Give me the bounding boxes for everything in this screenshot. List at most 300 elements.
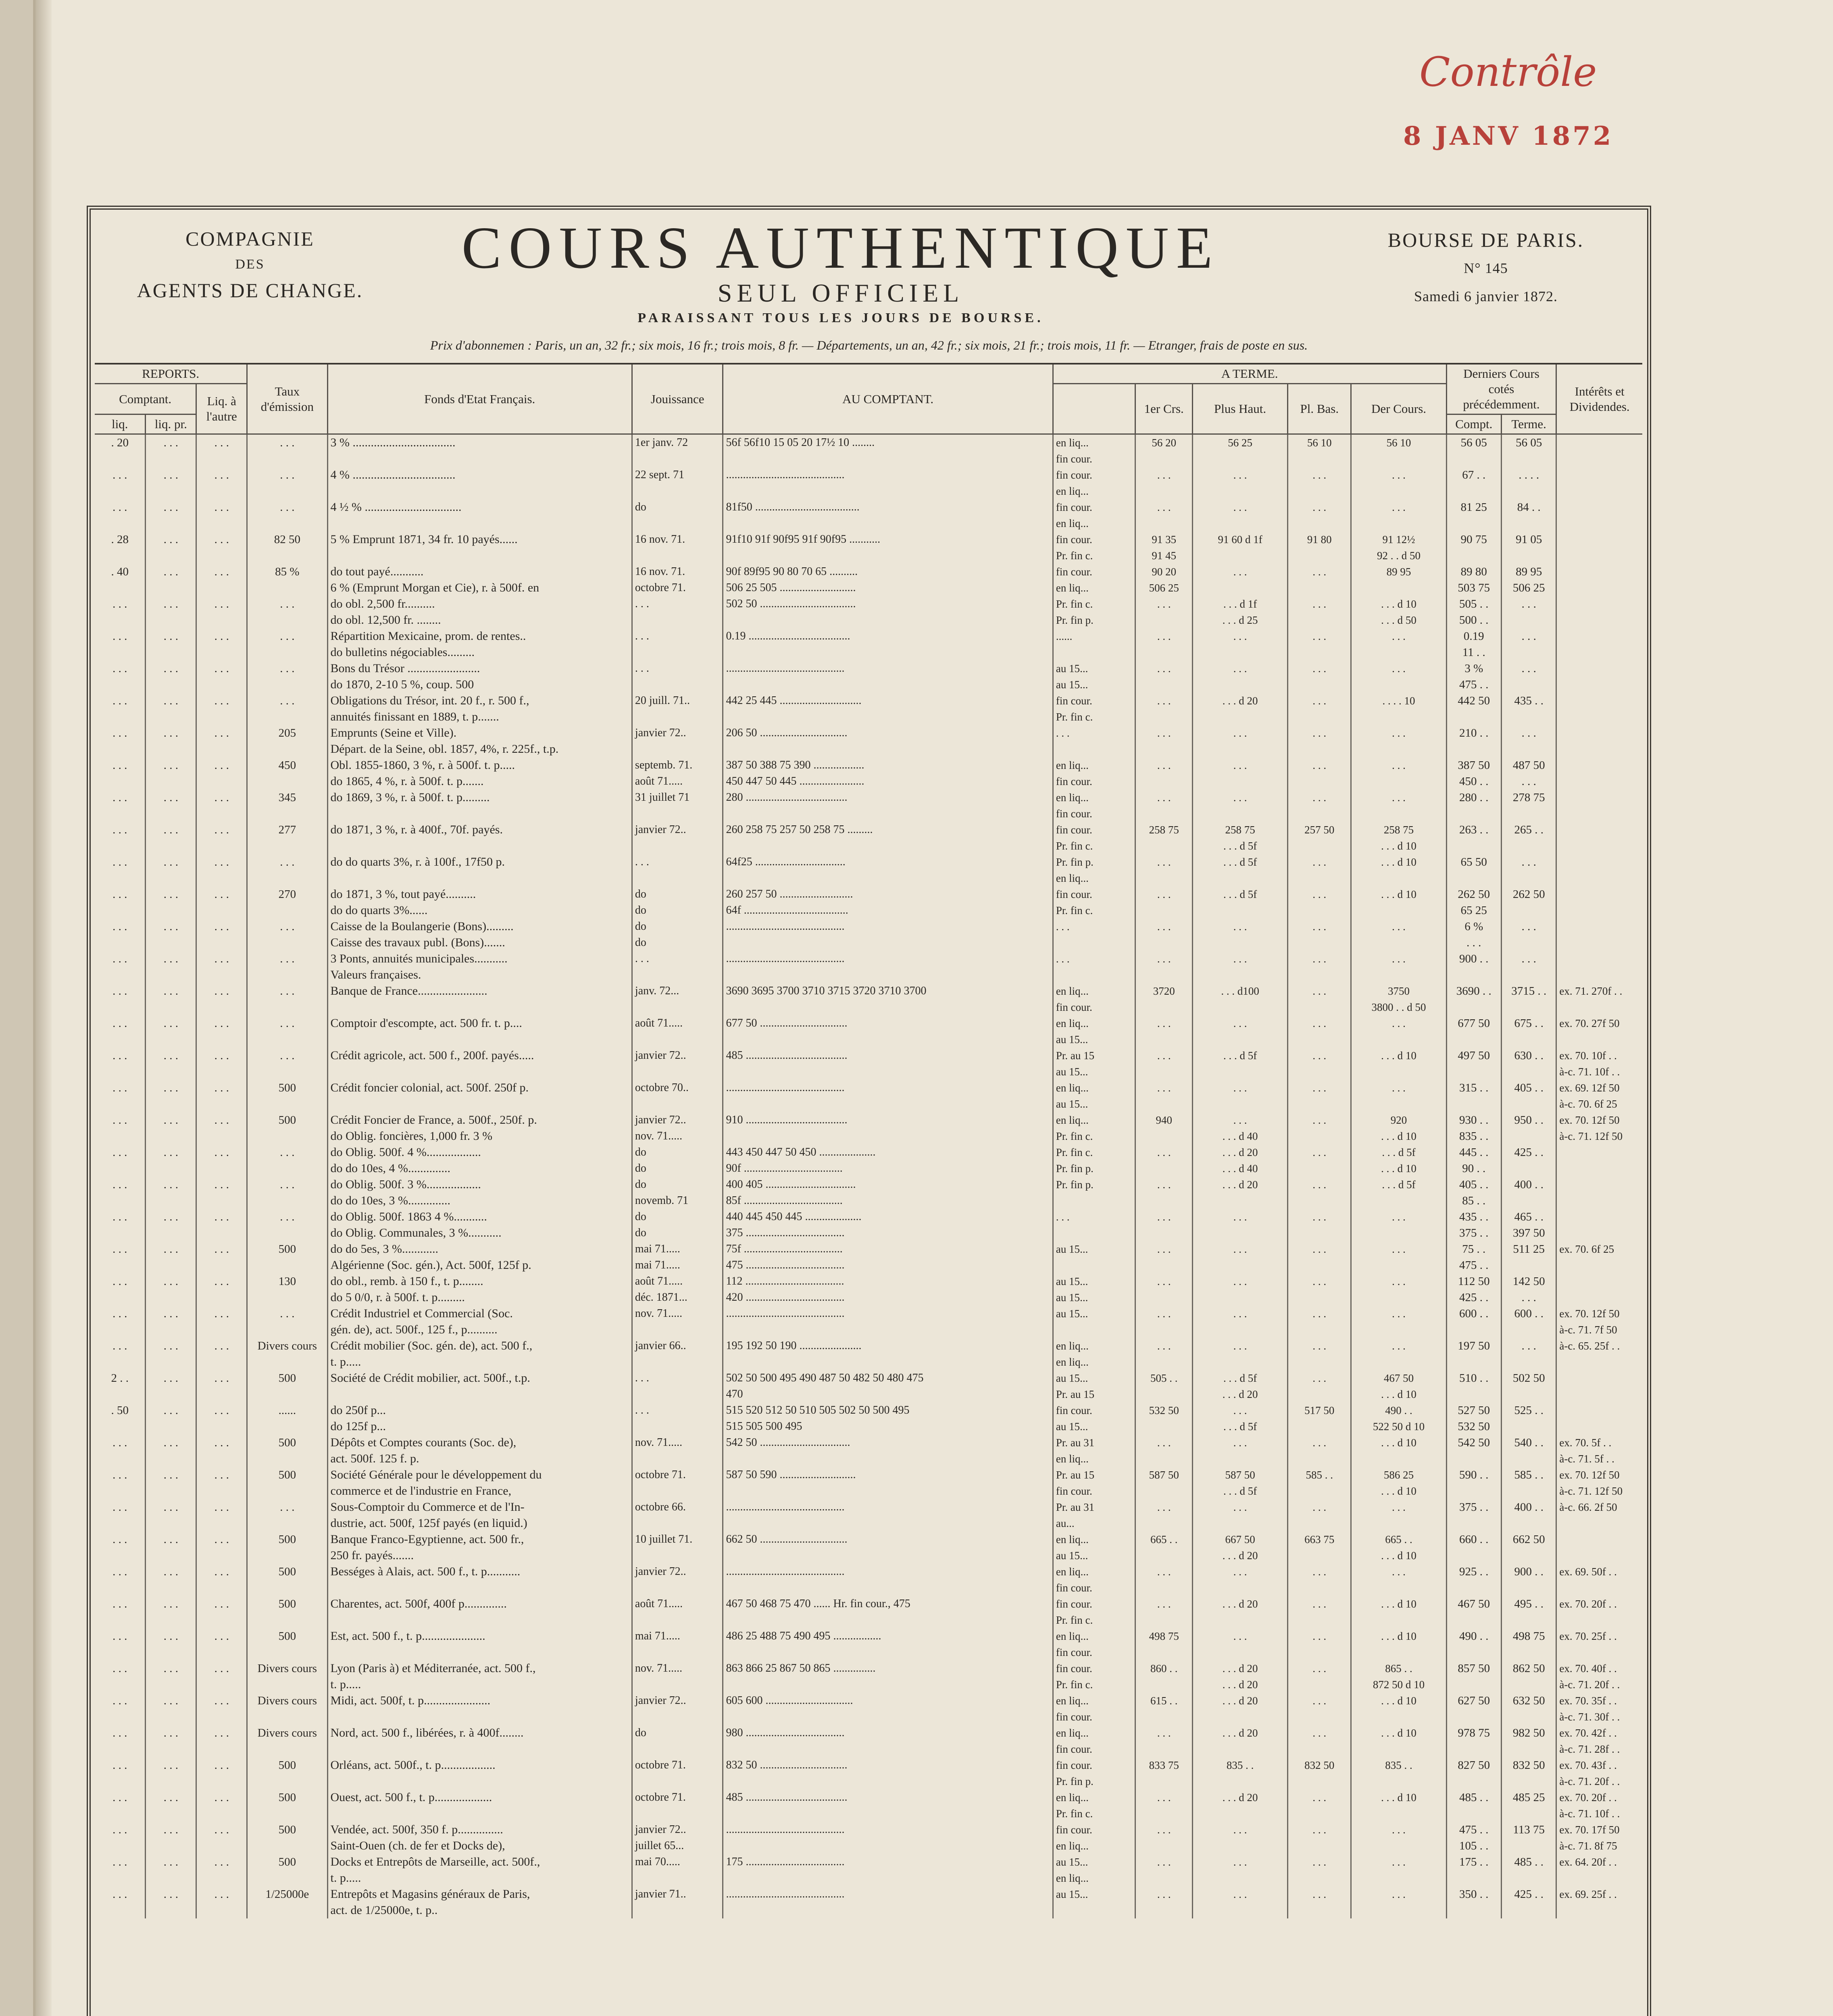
col-derniers-cours: Derniers Cours cotés précédemment.	[1446, 364, 1556, 414]
taux-emission: 500	[247, 1596, 327, 1628]
security-name: Répartition Mexicaine, prom. de rentes.. do bulletins négociables.........	[327, 628, 632, 660]
prev-comptant: 175 . .	[1446, 1854, 1501, 1886]
jouissance: . . .	[632, 660, 723, 693]
table-row	[95, 1177, 1642, 1209]
comptant-prices: 502 50 ..................................	[723, 596, 1053, 628]
dividendes	[1556, 1273, 1642, 1306]
terme-kind: Pr. au 15 fin cour.	[1053, 1467, 1135, 1499]
prev-comptant: 542 50	[1446, 1435, 1501, 1467]
plus-haut: . . . d 20	[1193, 1693, 1288, 1725]
plus-haut: . . .	[1193, 1209, 1288, 1241]
plus-bas: . . .	[1288, 918, 1351, 951]
report-liq-pr: . . .	[146, 757, 196, 789]
dernier-cours: 835 . .	[1351, 1757, 1446, 1789]
prev-terme: 630 . .	[1501, 1048, 1556, 1080]
premier-cours: . . .	[1135, 1789, 1193, 1822]
report-liq: . . .	[112, 1533, 127, 1546]
terme-kind: au 15... en liq...	[1053, 1854, 1135, 1886]
report-liq-pr: . . .	[146, 1628, 196, 1660]
report-liq-autre: . . .	[196, 1886, 247, 1918]
table-row	[95, 499, 1642, 531]
prev-comptant: 467 50	[1446, 1596, 1501, 1628]
table-row	[95, 1080, 1642, 1112]
prev-comptant: 857 50	[1446, 1660, 1501, 1693]
comptant-prices: 515 520 512 50 510 505 502 50 500 495 515 505 500 495	[723, 1402, 1053, 1435]
security-name: 3 % ..................................	[327, 434, 632, 467]
prev-comptant: 3 % 475 . .	[1446, 660, 1501, 693]
report-liq-pr: . . .	[146, 1015, 196, 1048]
table-row	[95, 1499, 1642, 1531]
comptant-prices: ..........................................	[723, 1886, 1053, 1918]
plus-haut: 667 50 . . . d 20	[1193, 1531, 1288, 1564]
premier-cours: . . .	[1135, 886, 1193, 918]
dernier-cours: . . . d 5f	[1351, 1177, 1446, 1209]
dividendes: ex. 70. 25f . .	[1556, 1628, 1642, 1660]
report-liq-pr: . . .	[146, 1177, 196, 1209]
table-row	[95, 628, 1642, 660]
terme-kind: fin cour. Pr. fin p.	[1053, 1757, 1135, 1789]
publisher-line-3: AGENTS DE CHANGE.	[137, 279, 363, 302]
report-liq-autre: . . .	[196, 434, 247, 467]
subscription-prices: Prix d'abonnemen : Paris, un an, 32 fr.; six mois, 16 fr.; trois mois, 8 fr. — Départements, un an, 42 fr.; six mois, 21 fr.; trois mois, 11 fr. — Etranger, frais de poste en sus.	[430, 338, 1308, 352]
plus-bas: . . .	[1288, 1886, 1351, 1918]
table-row	[95, 918, 1642, 951]
jouissance: octobre 71.	[632, 1789, 723, 1822]
dernier-cours: 56 10	[1351, 434, 1446, 467]
report-liq: . . .	[112, 1468, 127, 1481]
plus-haut: . . .	[1193, 628, 1288, 660]
prev-terme: 265 . .	[1501, 822, 1556, 854]
comptant-prices: 442 25 445 .............................	[723, 693, 1053, 725]
report-liq: . 50	[111, 1404, 129, 1417]
report-liq: . . .	[112, 1017, 127, 1030]
security-name: do 1869, 3 %, r. à 500f. t. p.........	[327, 789, 632, 822]
security-name: Charentes, act. 500f, 400f p..............	[327, 1596, 632, 1628]
report-liq: . . .	[112, 1856, 127, 1868]
dernier-cours: . . . d 10	[1351, 1435, 1446, 1467]
taux-emission: 500	[247, 1789, 327, 1822]
comptant-prices: ..........................................	[723, 1564, 1053, 1596]
taux-emission: 1/25000e	[247, 1886, 327, 1918]
dernier-cours: . . .	[1351, 1854, 1446, 1886]
terme-kind: en liq... Pr. fin c.	[1053, 1112, 1135, 1144]
prev-comptant: 210 . .	[1446, 725, 1501, 757]
taux-emission: 500	[247, 1854, 327, 1886]
plus-haut: . . .	[1193, 1499, 1288, 1531]
prev-comptant: 3690 . .	[1446, 983, 1501, 1015]
dernier-cours: . . .	[1351, 1273, 1446, 1306]
jouissance: mai 70.....	[632, 1854, 723, 1886]
table-row	[95, 1725, 1642, 1757]
prev-terme: 56 05	[1501, 434, 1556, 467]
security-name: Crédit mobilier (Soc. gén. de), act. 500 f., t. p.....	[327, 1338, 632, 1370]
prev-comptant: 315 . .	[1446, 1080, 1501, 1112]
plus-bas: . . .	[1288, 628, 1351, 660]
premier-cours: . . .	[1135, 1725, 1193, 1757]
plus-haut: . . .	[1193, 564, 1288, 596]
prev-comptant: 6 % . . .	[1446, 918, 1501, 951]
terme-kind: en liq... au 15...	[1053, 1080, 1135, 1112]
report-liq-pr: . . .	[146, 1144, 196, 1177]
plus-haut: 91 60 d 1f	[1193, 531, 1288, 564]
col-liq-autre: Liq. à l'autre	[196, 384, 247, 434]
prev-comptant: 442 50	[1446, 693, 1501, 725]
jouissance: janvier 72..	[632, 1693, 723, 1725]
dernier-cours: . . .	[1351, 1886, 1446, 1918]
plus-bas: 56 10	[1288, 434, 1351, 467]
report-liq: . . .	[112, 1791, 127, 1804]
exchange-name: BOURSE DE PARIS.	[1387, 229, 1584, 251]
report-liq-autre: . . .	[196, 596, 247, 628]
report-liq-pr: . . .	[146, 1402, 196, 1435]
security-name: Orléans, act. 500f., t. p..................	[327, 1757, 632, 1789]
report-liq-autre: . . .	[196, 725, 247, 757]
report-liq: . . .	[112, 1727, 127, 1739]
dernier-cours: . . .	[1351, 1015, 1446, 1048]
table-row	[95, 1306, 1642, 1338]
prev-terme: 91 05	[1501, 531, 1556, 564]
taux-emission: . . .	[247, 660, 327, 693]
terme-kind: . . .	[1053, 918, 1135, 951]
plus-haut: . . . . . . d 5f	[1193, 1402, 1288, 1435]
jouissance: 31 juillet 71	[632, 789, 723, 822]
taux-emission: 500	[247, 1531, 327, 1564]
table-row	[95, 531, 1642, 564]
terme-kind: au 15...	[1053, 1306, 1135, 1338]
plus-bas: 91 80	[1288, 531, 1351, 564]
terme-kind: en liq... en liq...	[1053, 1338, 1135, 1370]
table-row	[95, 886, 1642, 918]
dividendes: ex. 69. 25f . .	[1556, 1886, 1642, 1918]
terme-kind: Pr. fin c. Pr. fin p.	[1053, 596, 1135, 628]
quotes-body	[95, 434, 1642, 1919]
report-liq-pr: . . .	[146, 1499, 196, 1531]
table-row	[95, 1789, 1642, 1822]
security-name: Midi, act. 500f, t. p......................	[327, 1693, 632, 1725]
report-liq: . . .	[112, 1597, 127, 1610]
dernier-cours: . . .	[1351, 499, 1446, 531]
report-liq: . . .	[112, 1243, 127, 1256]
comptant-prices: 605 600 ...............................	[723, 1693, 1053, 1725]
jouissance: 1er janv. 72	[632, 434, 723, 467]
security-name: Docks et Entrepôts de Marseille, act. 500f., t. p.....	[327, 1854, 632, 1886]
col-a-terme: A TERME.	[1053, 364, 1446, 384]
taux-emission: . . .	[247, 1177, 327, 1209]
publisher-line-2: DES	[235, 257, 265, 272]
report-liq: . 40	[111, 565, 129, 578]
dernier-cours: . . .	[1351, 1822, 1446, 1854]
report-liq: . . .	[112, 1275, 127, 1288]
plus-bas: 832 50	[1288, 1757, 1351, 1789]
security-name: Crédit agricole, act. 500 f., 200f. payés.....	[327, 1048, 632, 1080]
prev-terme: 400 . .	[1501, 1499, 1556, 1531]
comptant-prices: 467 50 468 75 470 ...... Hr. fin cour., 475	[723, 1596, 1053, 1628]
security-name: 4 ½ % ................................	[327, 499, 632, 531]
taux-emission: . . .	[247, 983, 327, 1015]
report-liq-pr: . . .	[146, 499, 196, 531]
prev-terme: 662 50	[1501, 1531, 1556, 1564]
security-name: do 250f p... do 125f p...	[327, 1402, 632, 1435]
jouissance: nov. 71.....	[632, 1306, 723, 1338]
report-liq-autre: . . .	[196, 886, 247, 918]
plus-bas: . . .	[1288, 564, 1351, 596]
security-name: Crédit Industriel et Commercial (Soc. gén. de), act. 500f., 125 f., p..........	[327, 1306, 632, 1338]
dernier-cours: 91 12½ 92 . . d 50	[1351, 531, 1446, 564]
security-name: Dépôts et Comptes courants (Soc. de), act. 500f. 125 f. p.	[327, 1435, 632, 1467]
comptant-prices: 260 258 75 257 50 258 75 .........	[723, 822, 1053, 854]
jouissance: do do	[632, 886, 723, 918]
comptant-prices: 542 50 ................................	[723, 1435, 1053, 1467]
report-liq: . . .	[112, 1178, 127, 1191]
plus-bas: . . .	[1288, 660, 1351, 693]
plus-bas: . . .	[1288, 499, 1351, 531]
report-liq: . . .	[112, 952, 127, 965]
terme-kind: Pr. au 15 au 15...	[1053, 1048, 1135, 1080]
prev-terme: 3715 . .	[1501, 983, 1556, 1015]
table-row	[95, 983, 1642, 1015]
security-name: 5 % Emprunt 1871, 34 fr. 10 payés......	[327, 531, 632, 564]
report-liq-autre: . . .	[196, 1273, 247, 1306]
prev-terme: . . .	[1501, 596, 1556, 628]
left-page-edge	[0, 0, 35, 2016]
premier-cours: . . .	[1135, 725, 1193, 757]
dividendes	[1556, 918, 1642, 951]
jouissance: 16 nov. 71. octobre 71.	[632, 564, 723, 596]
report-liq: . 20	[111, 436, 129, 449]
table-row	[95, 1693, 1642, 1725]
plus-bas: . . .	[1288, 1209, 1351, 1241]
report-liq-pr: . . .	[146, 1112, 196, 1144]
security-name: do do 5es, 3 %............ Algérienne (Soc. gén.), Act. 500f, 125f p.	[327, 1241, 632, 1273]
dividendes	[1556, 1209, 1642, 1241]
security-name: Entrepôts et Magasins généraux de Paris, act. de 1/25000e, t. p..	[327, 1886, 632, 1918]
table-row	[95, 434, 1642, 467]
dernier-cours: . . . d 10 . . . d 50	[1351, 596, 1446, 628]
issue-number: N° 145	[1464, 260, 1508, 276]
plus-bas: . . .	[1288, 983, 1351, 1015]
prev-terme: 498 75	[1501, 1628, 1556, 1660]
terme-kind: fin cour. Pr. fin c.	[1053, 1660, 1135, 1693]
plus-haut: . . .	[1193, 951, 1288, 983]
table-row	[95, 1531, 1642, 1564]
security-name: Banque Franco-Egyptienne, act. 500 fr., 250 fr. payés.......	[327, 1531, 632, 1564]
taux-emission: . . .	[247, 918, 327, 951]
premier-cours: . . .	[1135, 1177, 1193, 1209]
prev-comptant: 65 50	[1446, 854, 1501, 886]
report-liq-autre: . . .	[196, 1144, 247, 1177]
premier-cours: 498 75	[1135, 1628, 1193, 1660]
report-liq-pr: . . .	[146, 596, 196, 628]
premier-cours: 3720	[1135, 983, 1193, 1015]
report-liq-autre: . . .	[196, 1370, 247, 1402]
security-name: Société de Crédit mobilier, act. 500f., t.p.	[327, 1370, 632, 1402]
jouissance: janvier 72.. juillet 65...	[632, 1822, 723, 1854]
prev-comptant: 67 . .	[1446, 467, 1501, 499]
taux-emission: 500	[247, 1564, 327, 1596]
premier-cours: 532 50	[1135, 1402, 1193, 1435]
col-fonds: Fonds d'Etat Français.	[327, 364, 632, 434]
prev-terme: 600 . .	[1501, 1306, 1556, 1338]
plus-haut: . . .	[1193, 467, 1288, 499]
taux-emission: 82 50	[247, 531, 327, 564]
plus-bas: . . .	[1288, 1080, 1351, 1112]
dividendes: ex. 70. 43f . . à-c. 71. 20f . .	[1556, 1757, 1642, 1789]
taux-emission: 500	[247, 1435, 327, 1467]
comptant-prices: 280 ....................................	[723, 789, 1053, 822]
prev-comptant: 527 50 532 50	[1446, 1402, 1501, 1435]
terme-kind: Pr. fin p.	[1053, 1177, 1135, 1209]
table-row	[95, 1435, 1642, 1467]
report-liq-pr: . . .	[146, 1596, 196, 1628]
jouissance: 16 nov. 71.	[632, 531, 723, 564]
terme-kind: Pr. fin c. Pr. fin p.	[1053, 1144, 1135, 1177]
comptant-prices: 75f ................................... 475 ...................................	[723, 1241, 1053, 1273]
prev-terme: 425 . .	[1501, 1886, 1556, 1918]
report-liq: . . .	[112, 1307, 127, 1320]
plus-bas: . . .	[1288, 757, 1351, 789]
jouissance: septemb. 71. août 71.....	[632, 757, 723, 789]
jouissance: août 71..... déc. 1871...	[632, 1273, 723, 1306]
report-liq: . . .	[112, 1630, 127, 1643]
report-liq-autre: . . .	[196, 1402, 247, 1435]
taux-emission: 85 %	[247, 564, 327, 596]
plus-haut: . . . d 20	[1193, 1596, 1288, 1628]
prev-comptant: 375 . .	[1446, 1499, 1501, 1531]
col-au-comptant: AU COMPTANT.	[723, 364, 1053, 434]
premier-cours: . . .	[1135, 1854, 1193, 1886]
taux-emission: . . .	[247, 951, 327, 983]
report-liq-pr: . . .	[146, 983, 196, 1015]
prev-comptant: 435 . . 375 . .	[1446, 1209, 1501, 1241]
report-liq-pr: . . .	[146, 1693, 196, 1725]
jouissance: nov. 71.....	[632, 1660, 723, 1693]
plus-haut: . . .	[1193, 1080, 1288, 1112]
report-liq-autre: . . .	[196, 983, 247, 1015]
table-row	[95, 596, 1642, 628]
jouissance: janv. 72...	[632, 983, 723, 1015]
report-liq: . . .	[112, 501, 127, 514]
dividendes: ex. 70. 27f 50	[1556, 1015, 1642, 1048]
report-liq: . . .	[112, 1049, 127, 1062]
plus-haut: . . . d 20 . . . d 20	[1193, 1660, 1288, 1693]
table-row	[95, 564, 1642, 596]
terme-kind: fin cour. Pr. fin c.	[1053, 1596, 1135, 1628]
comptant-prices: 81f50 .....................................	[723, 499, 1053, 531]
premier-cours: 833 75	[1135, 1757, 1193, 1789]
prev-terme: 495 . .	[1501, 1596, 1556, 1628]
dernier-cours: . . . . 10	[1351, 693, 1446, 725]
security-name: Lyon (Paris à) et Méditerranée, act. 500 f., t. p.....	[327, 1660, 632, 1693]
comptant-prices: 195 192 50 190 ......................	[723, 1338, 1053, 1370]
jouissance: 20 juill. 71..	[632, 693, 723, 725]
binding-gutter	[35, 0, 52, 2016]
taux-emission: 500	[247, 1467, 327, 1499]
jouissance: octobre 70..	[632, 1080, 723, 1112]
comptant-prices: 486 25 488 75 490 495 .................	[723, 1628, 1053, 1660]
prev-comptant: 590 . .	[1446, 1467, 1501, 1499]
prev-terme: 425 . .	[1501, 1144, 1556, 1177]
report-liq-pr: . . .	[146, 1531, 196, 1564]
security-name: Comptoir d'escompte, act. 500 fr. t. p....	[327, 1015, 632, 1048]
dividendes	[1556, 1177, 1642, 1209]
terme-kind: en liq... fin cour.	[1053, 789, 1135, 822]
comptant-prices: ..........................................	[723, 467, 1053, 499]
premier-cours: . . .	[1135, 757, 1193, 789]
terme-kind: au 15... au 15...	[1053, 660, 1135, 693]
dernier-cours: . . .	[1351, 789, 1446, 822]
terme-kind: Pr. au 31 en liq...	[1053, 1435, 1135, 1467]
dernier-cours: 665 . . . . . d 10	[1351, 1531, 1446, 1564]
comptant-prices: 502 50 500 495 490 487 50 482 50 480 475 470	[723, 1370, 1053, 1402]
prev-comptant: 600 . .	[1446, 1306, 1501, 1338]
report-liq-autre: . . .	[196, 1725, 247, 1757]
comptant-prices: 206 50 ...............................	[723, 725, 1053, 757]
report-liq: . . .	[112, 1888, 127, 1901]
comptant-prices: 91f10 91f 90f95 91f 90f95 ...........	[723, 531, 1053, 564]
taux-emission: 500	[247, 1370, 327, 1402]
comptant-prices: ..........................................	[723, 1822, 1053, 1854]
prev-terme: . . .	[1501, 660, 1556, 693]
dividendes	[1556, 531, 1642, 564]
comptant-prices: 443 450 447 50 450 .................... 90f ...................................	[723, 1144, 1053, 1177]
dernier-cours: . . .	[1351, 757, 1446, 789]
plus-haut: . . .	[1193, 1886, 1288, 1918]
premier-cours: . . .	[1135, 1306, 1193, 1338]
terme-kind: . . .	[1053, 1209, 1135, 1241]
comptant-prices: 863 866 25 867 50 865 ...............	[723, 1660, 1053, 1693]
report-liq-autre: . . .	[196, 1177, 247, 1209]
plus-haut: . . .	[1193, 918, 1288, 951]
dividendes	[1556, 1144, 1642, 1177]
taux-emission: 500	[247, 1757, 327, 1789]
page-subtitle: SEUL OFFICIEL	[717, 279, 964, 307]
prev-comptant: 387 50 450 . .	[1446, 757, 1501, 789]
jouissance: do novemb. 71	[632, 1177, 723, 1209]
plus-haut: . . .	[1193, 1273, 1288, 1306]
plus-haut: . . .	[1193, 499, 1288, 531]
report-liq-autre: . . .	[196, 1467, 247, 1499]
plus-haut: . . .	[1193, 789, 1288, 822]
jouissance: do do	[632, 1144, 723, 1177]
taux-emission: 500	[247, 1080, 327, 1112]
report-liq-autre: . . .	[196, 1596, 247, 1628]
prev-comptant: 490 . .	[1446, 1628, 1501, 1660]
taux-emission: 500	[247, 1628, 327, 1660]
comptant-prices: 980 ...................................	[723, 1725, 1053, 1757]
plus-bas: . . .	[1288, 1822, 1351, 1854]
plus-bas: . . .	[1288, 1628, 1351, 1660]
report-liq-autre: . . .	[196, 1789, 247, 1822]
plus-haut: 587 50 . . . d 5f	[1193, 1467, 1288, 1499]
report-liq-autre: . . .	[196, 1854, 247, 1886]
table-row	[95, 1854, 1642, 1886]
plus-haut: 835 . .	[1193, 1757, 1288, 1789]
report-liq-pr: . . .	[146, 1886, 196, 1918]
page-title: COURS AUTHENTIQUE	[461, 215, 1220, 281]
plus-haut: . . . d 5f	[1193, 886, 1288, 918]
premier-cours: 505 . .	[1135, 1370, 1193, 1402]
report-liq-pr: . . .	[146, 1822, 196, 1854]
table-row	[95, 1112, 1642, 1144]
plus-haut: . . . d 20	[1193, 1177, 1288, 1209]
jouissance: août 71.....	[632, 1596, 723, 1628]
report-liq-autre: . . .	[196, 918, 247, 951]
report-liq: . . .	[112, 856, 127, 868]
terme-kind: en liq... fin cour.	[1053, 1564, 1135, 1596]
prev-terme: 525 . .	[1501, 1402, 1556, 1435]
dividendes: ex. 70. 17f 50 à-c. 71. 8f 75	[1556, 1822, 1642, 1854]
plus-bas: . . .	[1288, 1789, 1351, 1822]
